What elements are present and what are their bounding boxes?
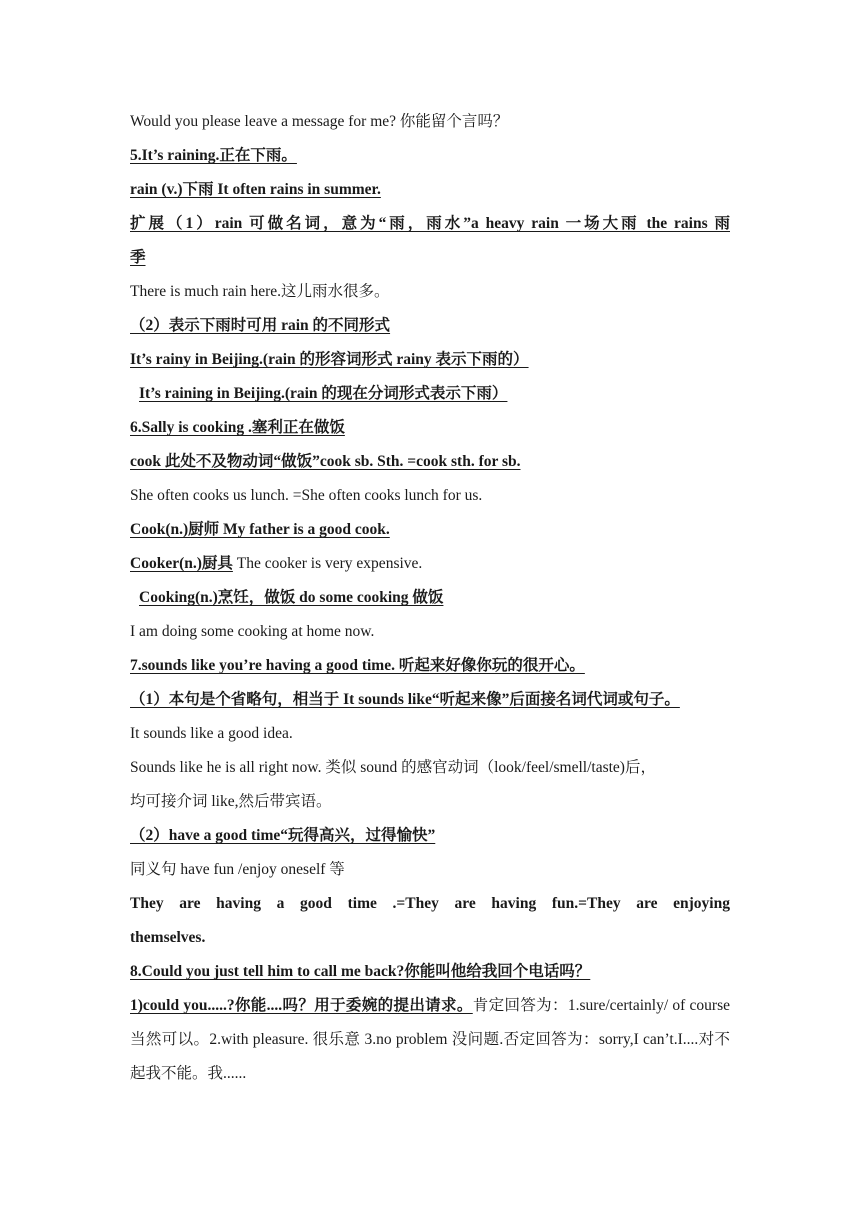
section-heading-5: 5.It’s raining.正在下雨。 (130, 147, 297, 164)
text-line: 同义句 have fun /enjoy oneself 等 (130, 861, 345, 878)
text-span: 1)could you.....?你能....吗？用于委婉的提出请求。 (130, 997, 473, 1014)
text-line: 均可接介词 like,然后带宾语。 (130, 793, 332, 810)
text-line: She often cooks us lunch. =She often cooks lunch for us. (130, 487, 483, 504)
text-line: They are having a good time .=They are having fun.=They are enjoying (130, 895, 730, 912)
text-line: Cooking(n.)烹饪，做饭 do some cooking 做饭 (139, 589, 444, 606)
section-heading-8: 8.Could you just tell him to call me back?你能叫他给我回个电话吗？ (130, 963, 591, 980)
text-span: 肯定回答为：1.sure/certainly/ of course 当然可以。2.with pleasure. 很乐意 3.no problem 没问题.否定回答为：sorry,I can’t.I....对不起我不能。我...... (130, 997, 730, 1082)
text-line: 季 (130, 249, 146, 266)
text-line: rain (v.)下雨 It often rains in summer. (130, 181, 381, 198)
text-line: （2）表示下雨时可用 rain 的不同形式 (130, 317, 391, 334)
paragraph (130, 989, 730, 1091)
text-line: （2）have a good time“玩得高兴，过得愉快” (130, 827, 436, 844)
text-line: I am doing some cooking at home now. (130, 623, 375, 640)
text-line: It sounds like a good idea. (130, 725, 293, 742)
text-line (130, 547, 730, 581)
text-line: There is much rain here.这儿雨水很多。 (130, 283, 390, 300)
text-line: （1）本句是个省略句，相当于 It sounds like“听起来像”后面接名词代词或句子。 (130, 691, 680, 708)
text-span: Cooker(n.)厨具 (130, 555, 233, 572)
text-line: It’s rainy in Beijing.(rain 的形容词形式 rainy 表示下雨的） (130, 351, 529, 368)
section-heading-6: 6.Sally is cooking .塞利正在做饭 (130, 419, 345, 436)
text-line: Cook(n.)厨师 My father is a good cook. (130, 521, 390, 538)
text-line: cook 此处不及物动词“做饭”cook sb. Sth. =cook sth. for sb. (130, 453, 521, 470)
document-page (130, 105, 730, 1091)
text-line: Sounds like he is all right now. 类似 sound 的感官动词（look/feel/smell/taste)后， (130, 759, 656, 776)
section-heading-7: 7.sounds like you’re having a good time. 听起来好像你玩的很开心。 (130, 657, 585, 674)
text-line: Would you please leave a message for me? 你能留个言吗？ (130, 113, 509, 130)
text-line: themselves. (130, 929, 206, 946)
text-span: The cooker is very expensive. (232, 555, 423, 572)
text-line: 扩展（1）rain 可做名词，意为“雨，雨水”a heavy rain 一场大雨 the rains 雨 (130, 215, 730, 232)
text-line: It’s raining in Beijing.(rain 的现在分词形式表示下雨） (139, 385, 508, 402)
